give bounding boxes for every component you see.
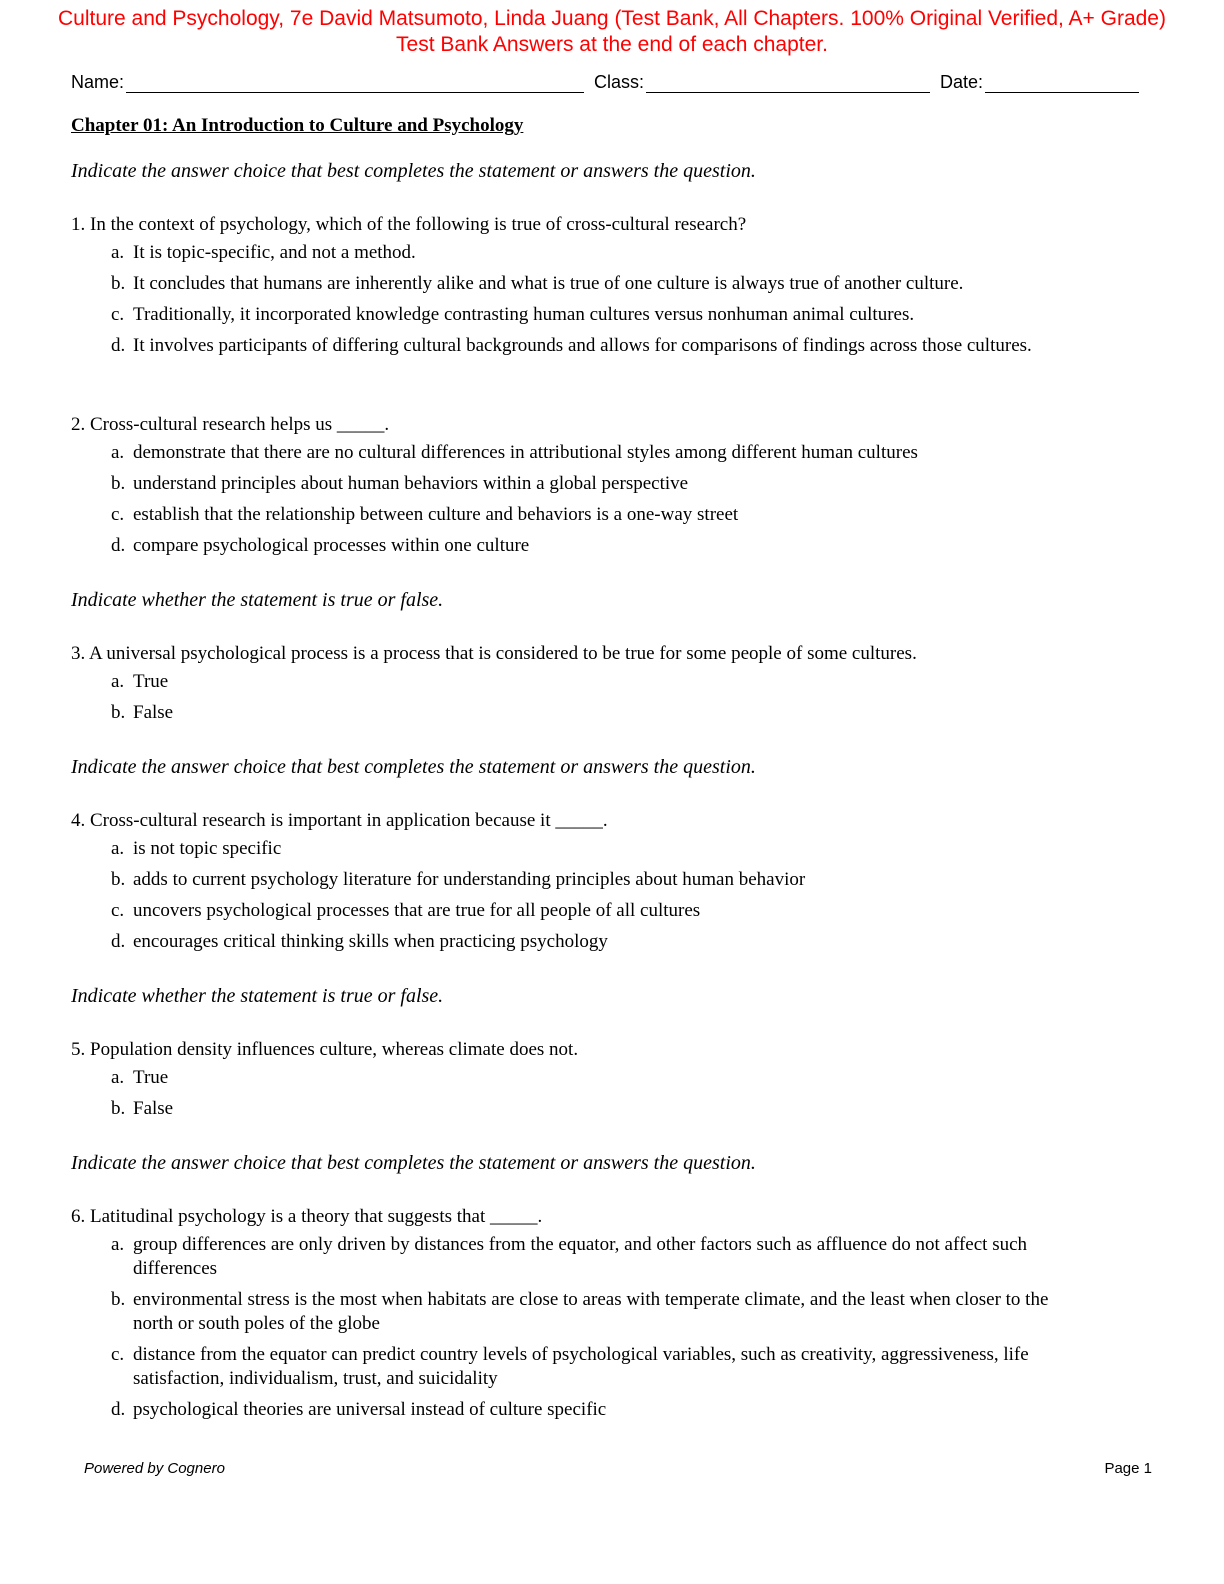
- choice-letter: b.: [111, 1289, 126, 1310]
- choice-text: False: [133, 1098, 174, 1119]
- choice-letter: c.: [111, 304, 125, 325]
- choice-letter: a.: [111, 1234, 125, 1255]
- question-3: [71, 642, 1131, 725]
- question-1: [71, 213, 1131, 358]
- instruction-multiple-choice: Indicate the answer choice that best completes the statement or answers the question.: [71, 160, 756, 182]
- question-4: [71, 809, 1131, 954]
- choice-text: It concludes that humans are inherently alike and what is true of one culture is always true of another culture.: [133, 273, 964, 294]
- choice-text: group differences are only driven by distances from the equator, and other factors such as affluence do not affect such differences: [133, 1234, 1028, 1279]
- choice-text: compare psychological processes within one culture: [133, 535, 530, 556]
- footer-powered-by: Powered by Cognero: [84, 1460, 225, 1477]
- question-stem: 5. Population density influences culture, whereas climate does not.: [71, 1039, 579, 1060]
- answer-choice: [111, 272, 1091, 296]
- instruction-multiple-choice: Indicate the answer choice that best completes the statement or answers the question.: [71, 756, 756, 778]
- answer-choice: [111, 472, 1091, 496]
- question-stem: 4. Cross-cultural research is important in application because it _____.: [71, 810, 608, 831]
- choice-letter: a.: [111, 442, 125, 463]
- answer-choice: [111, 1097, 1091, 1121]
- answer-choice: [111, 1066, 1091, 1090]
- student-info-header: [71, 72, 1143, 96]
- answer-choice: [111, 503, 1091, 527]
- choice-letter: b.: [111, 273, 126, 294]
- choice-text: distance from the equator can predict country levels of psychological variables, such as creativity, aggressiveness, life satisfaction, individualism, trust, and suicidality: [133, 1344, 1029, 1389]
- choice-letter: d.: [111, 1399, 126, 1420]
- choice-letter: a.: [111, 838, 125, 859]
- question-stem: 3. A universal psychological process is a process that is considered to be true for some people of some cultures.: [71, 643, 917, 664]
- class-field: [594, 72, 930, 93]
- choice-text: demonstrate that there are no cultural differences in attributional styles among different human cultures: [133, 442, 918, 463]
- answer-choice: [111, 303, 1091, 327]
- instruction-true-false: Indicate whether the statement is true or false.: [71, 985, 444, 1007]
- instruction-true-false: Indicate whether the statement is true or false.: [71, 589, 444, 611]
- choice-text: psychological theories are universal instead of culture specific: [133, 1399, 607, 1420]
- answer-choice: [111, 930, 1091, 954]
- choice-letter: c.: [111, 1344, 125, 1365]
- choice-text: environmental stress is the most when habitats are close to areas with temperate climate, and the least when closer to the north or south poles of the globe: [133, 1289, 1049, 1334]
- choice-letter: d.: [111, 535, 126, 556]
- choice-letter: d.: [111, 335, 126, 356]
- name-label: Name:: [71, 72, 125, 92]
- answer-choice: [111, 334, 1091, 358]
- choice-letter: b.: [111, 869, 126, 890]
- question-6: [71, 1205, 1131, 1422]
- choice-letter: a.: [111, 1067, 125, 1088]
- answer-choice: [111, 534, 1091, 558]
- question-stem: 6. Latitudinal psychology is a theory that suggests that _____.: [71, 1206, 543, 1227]
- question-5: [71, 1038, 1131, 1121]
- choice-letter: b.: [111, 1098, 126, 1119]
- choice-text: True: [133, 1067, 169, 1088]
- date-blank: [985, 72, 1139, 93]
- choice-text: establish that the relationship between culture and behaviors is a one-way street: [133, 504, 739, 525]
- choice-text: True: [133, 671, 169, 692]
- instruction-multiple-choice: Indicate the answer choice that best completes the statement or answers the question.: [71, 1152, 756, 1174]
- date-field: [940, 72, 1139, 93]
- answer-choice: [111, 241, 1091, 265]
- class-label: Class:: [594, 72, 645, 92]
- choice-text: understand principles about human behaviors within a global perspective: [133, 473, 689, 494]
- choice-letter: c.: [111, 900, 125, 921]
- answer-choice: [111, 670, 1091, 694]
- choice-letter: c.: [111, 504, 125, 525]
- date-label: Date:: [940, 72, 984, 92]
- choice-text: It involves participants of differing cultural backgrounds and allows for comparisons of findings across those cultures.: [133, 335, 1032, 356]
- answer-choice: [111, 868, 1091, 892]
- name-field: [71, 72, 584, 93]
- choice-letter: a.: [111, 242, 125, 263]
- choice-text: encourages critical thinking skills when practicing psychology: [133, 931, 608, 952]
- answer-choice: [111, 441, 1091, 465]
- choice-text: is not topic specific: [133, 838, 282, 859]
- answer-choice: [111, 701, 1091, 725]
- footer-page-number: Page 1: [1104, 1460, 1152, 1477]
- choice-text: False: [133, 702, 174, 723]
- banner-line-2: Test Bank Answers at the end of each chapter.: [396, 33, 828, 56]
- choice-text: uncovers psychological processes that are true for all people of all cultures: [133, 900, 701, 921]
- choice-letter: d.: [111, 931, 126, 952]
- choice-text: It is topic-specific, and not a method.: [133, 242, 416, 263]
- question-stem: 2. Cross-cultural research helps us _____.: [71, 414, 390, 435]
- answer-choice: [111, 1233, 1091, 1281]
- answer-choice: [111, 899, 1091, 923]
- answer-choice: [111, 837, 1091, 861]
- document-banner: [0, 6, 1224, 58]
- answer-choice: [111, 1288, 1091, 1336]
- choice-letter: b.: [111, 702, 126, 723]
- banner-line-1: Culture and Psychology, 7e David Matsumoto, Linda Juang (Test Bank, All Chapters. 100% Original Verified, A+ Grade): [58, 7, 1166, 30]
- choice-text: adds to current psychology literature for understanding principles about human behavior: [133, 869, 806, 890]
- chapter-title: Chapter 01: An Introduction to Culture and Psychology: [71, 115, 524, 136]
- answer-choice: [111, 1343, 1091, 1391]
- choice-text: Traditionally, it incorporated knowledge contrasting human cultures versus nonhuman animal cultures.: [133, 304, 915, 325]
- question-stem: 1. In the context of psychology, which of the following is true of cross-cultural research?: [71, 214, 747, 235]
- question-2: [71, 413, 1131, 558]
- choice-letter: b.: [111, 473, 126, 494]
- answer-choice: [111, 1398, 1091, 1422]
- class-blank: [646, 72, 930, 93]
- name-blank: [126, 72, 584, 93]
- choice-letter: a.: [111, 671, 125, 692]
